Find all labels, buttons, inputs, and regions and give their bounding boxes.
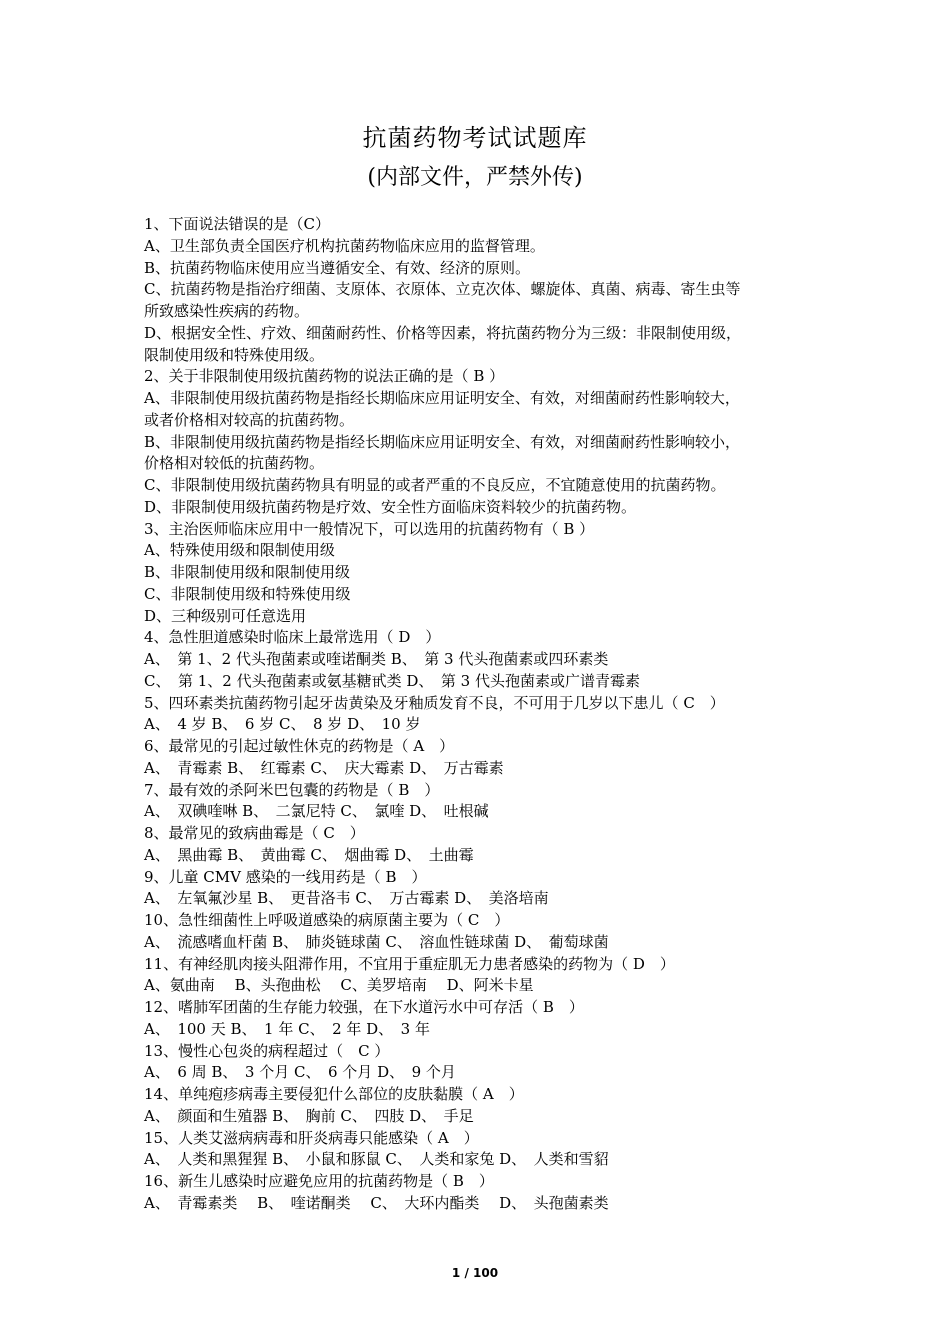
text-line: 所致感染性疾病的药物。 (144, 302, 310, 320)
text-line: 14、单纯疱疹病毒主要侵犯什么部位的皮肤黏膜（ A ） (144, 1085, 524, 1103)
document-subtitle: (内部文件，严禁外传) (367, 165, 583, 190)
text-line: A、 左氧氟沙星 B、 更昔洛韦 C、 万古霉素 D、 美洛培南 (144, 889, 549, 908)
text-line: 13、慢性心包炎的病程超过（ C ） (144, 1041, 390, 1060)
question-list (144, 214, 814, 1215)
text-line: 9、儿童 CMV 感染的一线用药是（ B ） (144, 867, 427, 886)
text-line: A、 第 1、2 代头孢菌素或喹诺酮类 B、 第 3 代头孢菌素或四环素类 (144, 650, 609, 668)
text-line: 1、下面说法错误的是（C） (144, 215, 331, 233)
text-line: A、 黑曲霉 B、 黄曲霉 C、 烟曲霉 D、 土曲霉 (144, 845, 474, 864)
text-line: D、非限制使用级抗菌药物是疗效、安全性方面临床资料较少的抗菌药物。 (144, 497, 637, 516)
text-line: B、非限制使用级和限制使用级 (144, 563, 351, 581)
text-line: 16、新生儿感染时应避免应用的抗菌药物是（ B ） (144, 1172, 494, 1190)
text-line: A、卫生部负责全国医疗机构抗菌药物临床应用的监督管理。 (144, 236, 545, 255)
document-title: 抗菌药物考试试题库 (362, 124, 588, 152)
text-line: C、抗菌药物是指治疗细菌、支原体、衣原体、立克次体、螺旋体、真菌、病毒、寄生虫等 (144, 280, 741, 299)
text-line: 3、主治医师临床应用中一般情况下，可以选用的抗菌药物有（ B ） (144, 519, 595, 538)
page-indicator: 1 / 100 (451, 1266, 499, 1280)
text-line: 限制使用级和特殊使用级。 (144, 345, 325, 364)
text-line: 11、有神经肌肉接头阻滞作用，不宜用于重症肌无力患者感染的药物为（ D ） (144, 954, 675, 973)
text-line: A、 青霉素类 B、 喹诺酮类 C、 大环内酯类 D、 头孢菌素类 (144, 1193, 609, 1212)
text-line: C、非限制使用级和特殊使用级 (144, 584, 351, 603)
text-line: B、抗菌药物临床使用应当遵循安全、有效、经济的原则。 (144, 258, 531, 277)
text-line: A、 青霉素 B、 红霉素 C、 庆大霉素 D、 万古霉素 (144, 758, 504, 777)
text-line: D、三种级别可任意选用 (144, 606, 307, 625)
text-line: D、根据安全性、疗效、细菌耐药性、价格等因素，将抗菌药物分为三级：非限制使用级， (144, 323, 742, 342)
text-line: 6、最常见的引起过敏性休克的药物是（ A ） (144, 737, 455, 755)
text-line: A、 6 周 B、 3 个月 C、 6 个月 D、 9 个月 (144, 1063, 456, 1082)
text-line: A、氨曲南 B、头孢曲松 C、美罗培南 D、阿米卡星 (144, 976, 534, 995)
text-line: A、非限制使用级抗菌药物是指经长期临床应用证明安全、有效，对细菌耐药性影响较大， (144, 389, 740, 407)
text-line: 7、最有效的杀阿米巴包囊的药物是（ B ） (144, 780, 440, 799)
text-line: A、 双碘喹啉 B、 二氯尼特 C、 氯喹 D、 吐根碱 (144, 802, 489, 821)
text-line: 或者价格相对较高的抗菌药物。 (144, 410, 355, 429)
text-line: C、 第 1、2 代头孢菌素或氨基糖甙类 D、 第 3 代头孢菌素或广谱青霉素 (144, 671, 640, 690)
text-line: C、非限制使用级抗菌药物具有明显的或者严重的不良反应，不宜随意使用的抗菌药物。 (144, 476, 726, 494)
text-line: A、 颜面和生殖器 B、 胸前 C、 四肢 D、 手足 (144, 1106, 474, 1125)
text-line: B、非限制使用级抗菌药物是指经长期临床应用证明安全、有效，对细菌耐药性影响较小， (144, 432, 741, 451)
text-line: 15、人类艾滋病病毒和肝炎病毒只能感染（ A ） (144, 1128, 479, 1147)
text-line: 8、最常见的致病曲霉是（ C ） (144, 824, 365, 842)
text-line: A、 100 天 B、 1 年 C、 2 年 D、 3 年 (144, 1019, 430, 1038)
text-line: 2、关于非限制使用级抗菌药物的说法正确的是（ B ） (144, 367, 505, 386)
text-line: 5、四环素类抗菌药物引起牙齿黄染及牙釉质发育不良，不可用于几岁以下患儿（ C ） (144, 693, 725, 712)
text-line: 价格相对较低的抗菌药物。 (144, 454, 325, 473)
text-line: A、特殊使用级和限制使用级 (144, 541, 335, 560)
text-line: A、 流感嗜血杆菌 B、 肺炎链球菌 C、 溶血性链球菌 D、 葡萄球菌 (144, 932, 609, 951)
text-line: 12、嗜肺军团菌的生存能力较强，在下水道污水中可存活（ B ） (144, 998, 584, 1016)
text-line: A、 人类和黑猩猩 B、 小鼠和豚鼠 C、 人类和家兔 D、 人类和雪貂 (144, 1150, 609, 1169)
text-line: A、 4 岁 B、 6 岁 C、 8 岁 D、 10 岁 (144, 715, 421, 734)
text-line: 4、急性胆道感染时临床上最常选用（ D ） (144, 628, 441, 647)
text-line: 10、急性细菌性上呼吸道感染的病原菌主要为（ C ） (144, 911, 510, 929)
